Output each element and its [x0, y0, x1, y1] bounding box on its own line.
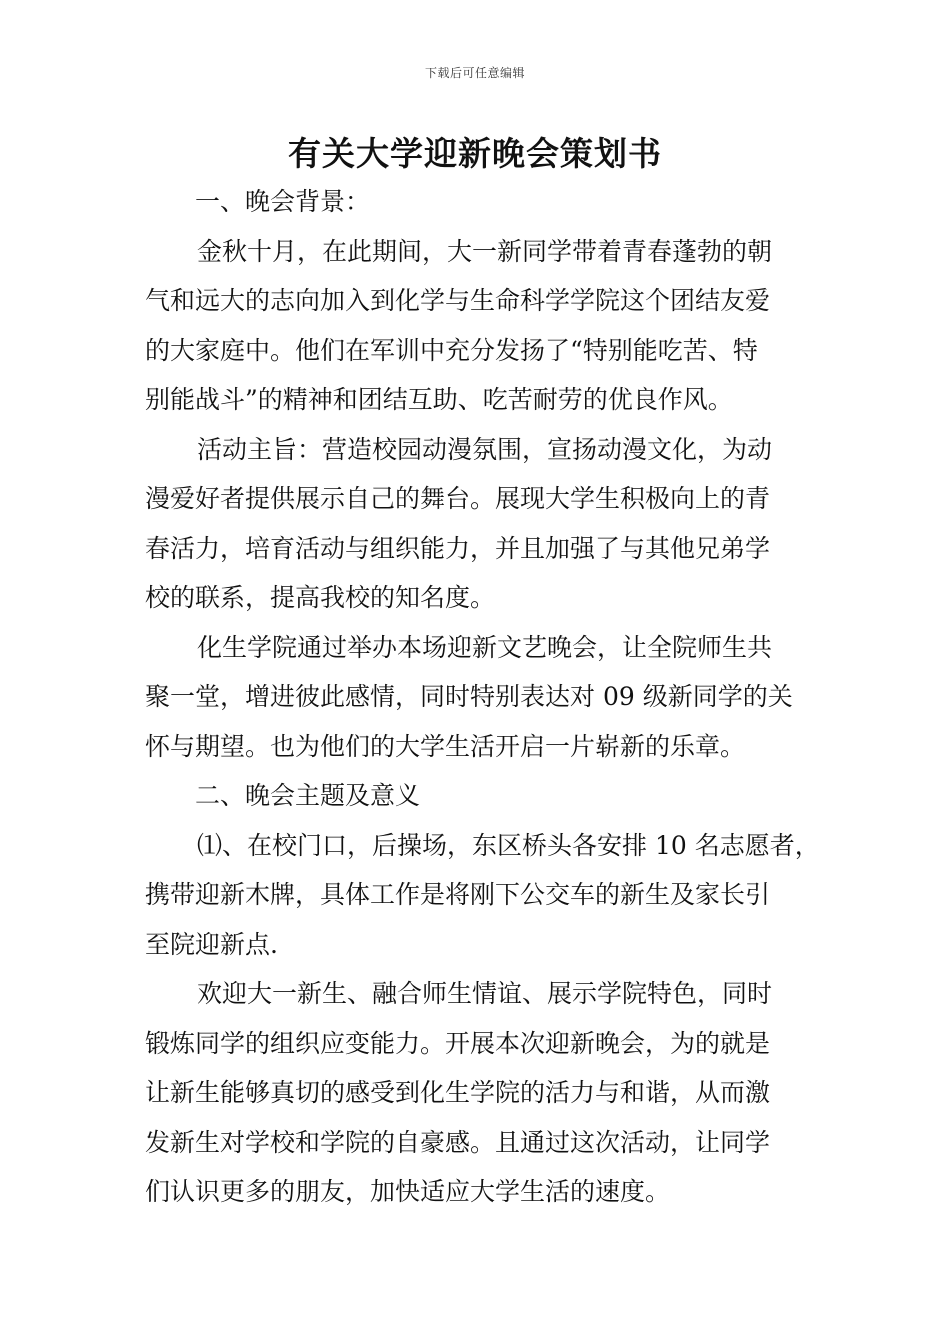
- text-line: 至院迎新点.: [145, 929, 278, 959]
- text-line: 金秋十月，在此期间，大一新同学带着青春蓬勃的朝: [197, 236, 773, 266]
- document-title: 有关大学迎新晚会策划书: [288, 134, 662, 173]
- text-line: 欢迎大一新生、融合师生情谊、展示学院特色，同时: [197, 979, 773, 1008]
- text-line: 校的联系，提高我校的知名度。: [145, 583, 496, 612]
- header-note: 下载后可任意编辑: [424, 66, 525, 80]
- text-line: 让新生能够真切的感受到化生学院的活力与和谐，从而激: [145, 1078, 771, 1107]
- text-line: 春活力，培育活动与组织能力，并且加强了与其他兄弟学: [145, 533, 771, 563]
- text-line: 的大家庭中。他们在军训中充分发扬了“特别能吃苦、特: [145, 335, 758, 365]
- document-body: [145, 177, 820, 1217]
- text-line: 二、晚会主题及意义: [195, 781, 421, 810]
- text-line: 化生学院通过举办本场迎新文艺晚会，让全院师生共: [197, 632, 773, 662]
- text-line: ⑴、在校门口，后操场，东区桥头各安排 10 名志愿者，: [197, 830, 820, 860]
- text-line: 别能战斗”的精神和团结互助、吃苦耐劳的优良作风。: [145, 385, 733, 414]
- text-line: 携带迎新木牌，具体工作是将刚下公交车的新生及家长引: [145, 880, 771, 909]
- text-line: 活动主旨：营造校园动漫氛围，宣扬动漫文化，为动: [197, 434, 773, 464]
- text-line: 锻炼同学的组织应变能力。开展本次迎新晚会，为的就是: [145, 1028, 771, 1058]
- text-line: 漫爱好者提供展示自己的舞台。展现大学生积极向上的青: [145, 484, 771, 513]
- text-line: 发新生对学校和学院的自豪感。且通过这次活动，让同学: [145, 1127, 771, 1157]
- text-line: 一、晚会背景：: [195, 187, 371, 216]
- text-line: 聚一堂，增进彼此感情，同时特别表达对 09 级新同学的关: [145, 682, 793, 711]
- text-line: 怀与期望。也为他们的大学生活开启一片崭新的乐章。: [145, 731, 746, 761]
- text-line: 们认识更多的朋友，加快适应大学生活的速度。: [145, 1177, 671, 1206]
- text-line: 气和远大的志向加入到化学与生命科学学院这个团结友爱: [145, 286, 771, 315]
